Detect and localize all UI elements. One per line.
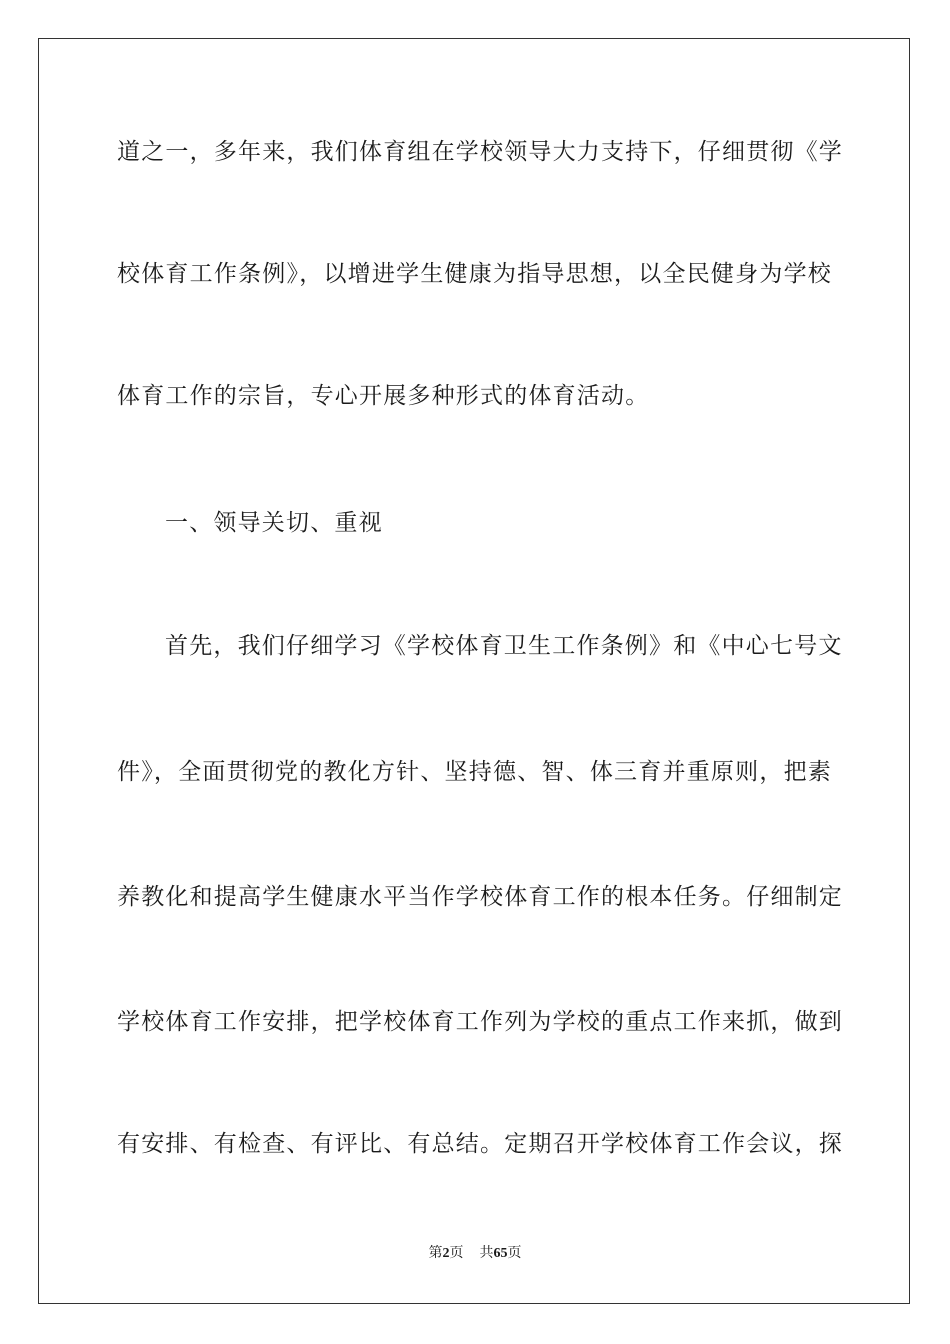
current-page-number: 2: [442, 1246, 450, 1261]
section-heading: 一、领导关切、重视: [165, 510, 383, 536]
footer-total-prefix: 共: [479, 1246, 494, 1261]
footer-prefix: 第: [428, 1246, 443, 1261]
page-border: [38, 38, 910, 1304]
paragraph-line: 首先，我们仔细学习《学校体育卫生工作条例》和《中心七号文: [165, 633, 843, 659]
paragraph-line: 件》，全面贯彻党的教化方针、坚持德、智、体三育并重原则，把素: [117, 759, 832, 785]
paragraph-line: 养教化和提高学生健康水平当作学校体育工作的根本任务。仔细制定: [117, 884, 843, 910]
footer-page-suffix: 页: [449, 1246, 464, 1261]
paragraph-line: 体育工作的宗旨，专心开展多种形式的体育活动。: [117, 383, 650, 409]
paragraph-line: 有安排、有检查、有评比、有总结。定期召开学校体育工作会议，探: [117, 1131, 843, 1157]
total-page-count: 65: [493, 1246, 508, 1261]
page-footer: [0, 1245, 950, 1263]
footer-total-suffix: 页: [507, 1246, 522, 1261]
paragraph-line: 学校体育工作安排，把学校体育工作列为学校的重点工作来抓，做到: [117, 1009, 843, 1035]
paragraph-line: 校体育工作条例》，以增进学生健康为指导思想，以全民健身为学校: [117, 261, 832, 287]
paragraph-line: 道之一，多年来，我们体育组在学校领导大力支持下，仔细贯彻《学: [117, 139, 843, 165]
